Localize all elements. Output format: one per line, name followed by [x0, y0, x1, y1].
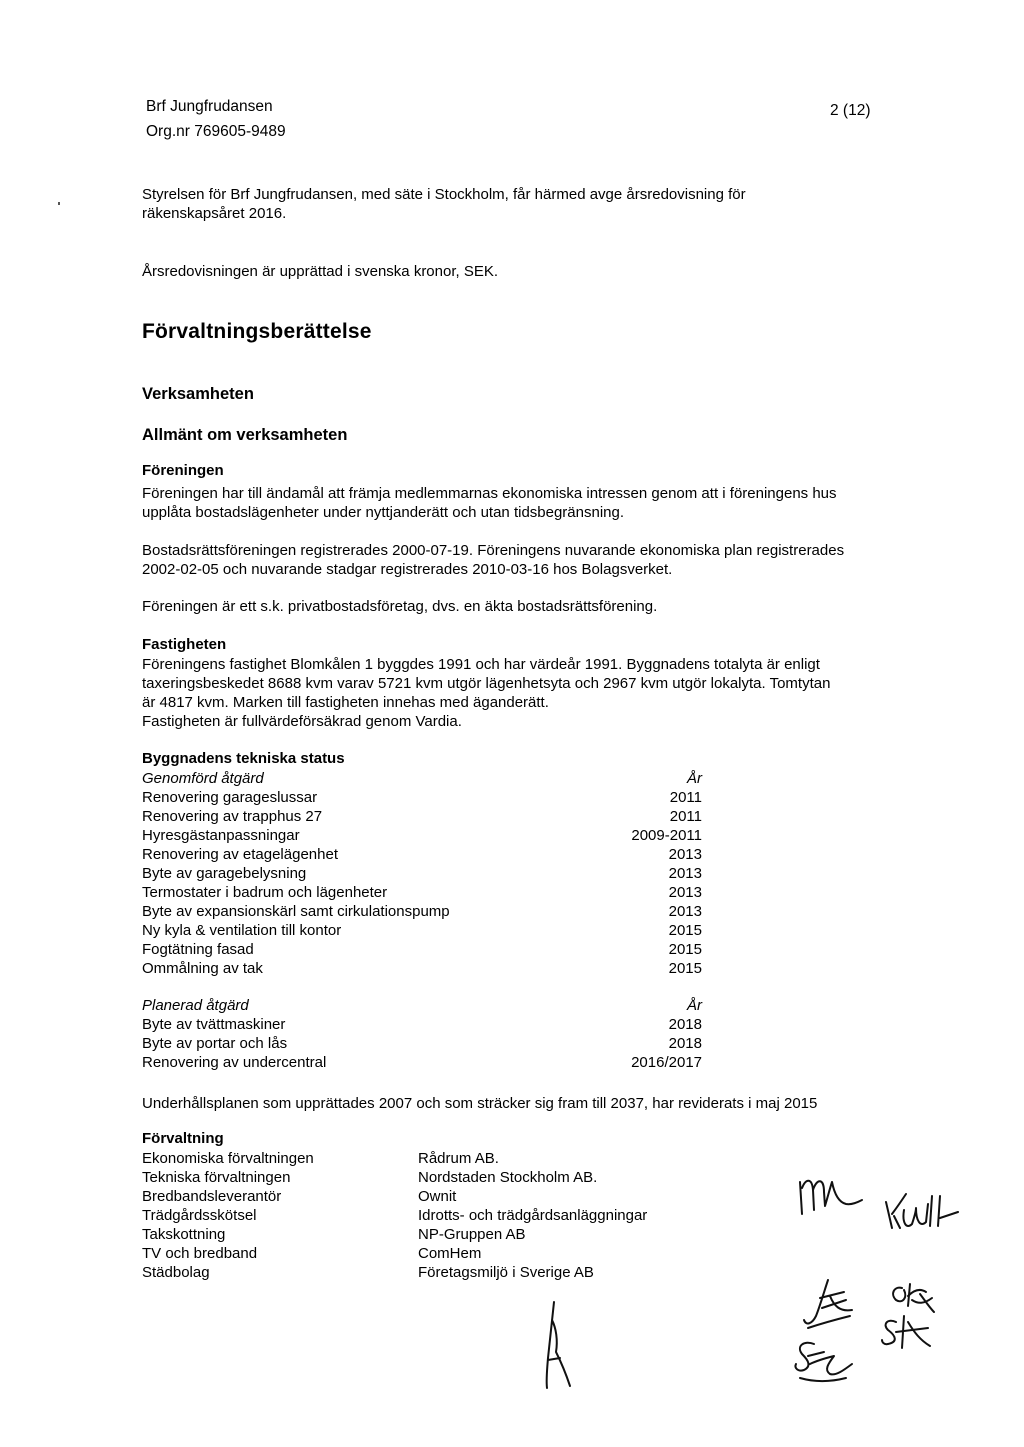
completed-label: Byte av expansionskärl samt cirkulationspump: [142, 903, 450, 920]
completed-year: 2011: [669, 789, 702, 806]
management-provider: NP-Gruppen AB: [418, 1226, 526, 1243]
completed-label: Fogtätning fasad: [142, 941, 254, 958]
completed-year: 2013: [668, 903, 702, 920]
completed-row: [142, 807, 702, 826]
property-line-1: Föreningens fastighet Blomkålen 1 byggdes 1991 och har värdeår 1991. Byggnadens totalyta är enligt: [142, 656, 820, 673]
completed-year: 2013: [668, 865, 702, 882]
association-p2-line-1: Bostadsrättsföreningen registrerades 2000-07-19. Föreningens nuvarande ekonomiska plan registrerades: [142, 542, 845, 559]
subsection-heading-general: Allmänt om verksamheten: [142, 426, 348, 444]
planned-header-row: [142, 996, 702, 1015]
association-p1-line-1: Föreningen har till ändamål att främja medlemmarnas ekonomiska intressen genom att i föreningens hus: [142, 485, 837, 502]
planned-year: 2016/2017: [631, 1054, 702, 1071]
association-p3: Föreningen är ett s.k. privatbostadsföretag, dvs. en äkta bostadsrättsförening.: [142, 598, 658, 615]
completed-year: 2013: [668, 884, 702, 901]
signature-initials-7: [790, 1336, 856, 1388]
association-p1-line-2: upplåta bostadslägenheter under nyttjanderätt och utan tidsbegränsning.: [142, 504, 625, 521]
currency-note: Årsredovisningen är upprättad i svenska kronor, SEK.: [142, 263, 499, 280]
planned-row: [142, 1034, 702, 1053]
maintenance-note: Underhållsplanen som upprättades 2007 och som sträcker sig fram till 2037, har reviderats i maj 2015: [142, 1095, 818, 1112]
completed-label: Ommålning av tak: [142, 960, 263, 977]
completed-label: Ny kyla & ventilation till kontor: [142, 922, 342, 939]
completed-row: [142, 883, 702, 902]
completed-year: 2015: [668, 922, 702, 939]
completed-row: [142, 788, 702, 807]
signature-initials-6: [878, 1312, 934, 1354]
scan-speck: [58, 202, 60, 205]
management-role: Trädgårdsskötsel: [142, 1207, 257, 1224]
management-provider: Ownit: [418, 1188, 457, 1205]
completed-header-label: Genomförd åtgärd: [142, 770, 264, 787]
management-role: Städbolag: [142, 1264, 210, 1281]
management-role: Tekniska förvaltningen: [142, 1169, 291, 1186]
management-provider: Idrotts- och trädgårdsanläggningar: [418, 1207, 648, 1224]
property-heading: Fastigheten: [142, 636, 227, 653]
management-role: TV och bredband: [142, 1245, 258, 1262]
completed-header-year: År: [687, 770, 702, 787]
completed-row: [142, 921, 702, 940]
management-role: Bredbandsleverantör: [142, 1188, 282, 1205]
page-title: Förvaltningsberättelse: [142, 320, 372, 343]
property-line-4: Fastigheten är fullvärdeförsäkrad genom Vardia.: [142, 713, 462, 730]
planned-label: Byte av tvättmaskiner: [142, 1016, 286, 1033]
signature-initials-4: [800, 1276, 860, 1334]
completed-row: [142, 940, 702, 959]
management-provider: Nordstaden Stockholm AB.: [418, 1169, 598, 1186]
completed-row: [142, 959, 702, 978]
management-provider: Företagsmiljö i Sverige AB: [418, 1264, 594, 1281]
completed-label: Renovering garageslussar: [142, 789, 318, 806]
completed-row: [142, 902, 702, 921]
planned-year: 2018: [668, 1016, 702, 1033]
planned-label: Renovering av undercentral: [142, 1054, 327, 1071]
completed-label: Renovering av trapphus 27: [142, 808, 323, 825]
completed-year: 2011: [669, 808, 702, 825]
planned-label: Byte av portar och lås: [142, 1035, 288, 1052]
management-heading: Förvaltning: [142, 1130, 224, 1147]
planned-header-label: Planerad åtgärd: [142, 997, 249, 1014]
planned-header-year: År: [687, 997, 702, 1014]
association-heading: Föreningen: [142, 462, 224, 479]
property-line-3: är 4817 kvm. Marken till fastigheten innehas med äganderätt.: [142, 694, 549, 711]
completed-year: 2013: [668, 846, 702, 863]
signature-initials-2: [880, 1188, 964, 1236]
completed-label: Byte av garagebelysning: [142, 865, 307, 882]
completed-year: 2015: [668, 941, 702, 958]
management-provider: ComHem: [418, 1245, 482, 1262]
planned-row: [142, 1053, 702, 1072]
management-provider: Rådrum AB.: [418, 1150, 499, 1167]
signature-initials-3: [538, 1300, 578, 1392]
org-number: Org.nr 769605-9489: [146, 123, 286, 140]
completed-year: 2009-2011: [631, 827, 702, 844]
technical-status-heading: Byggnadens tekniska status: [142, 750, 345, 767]
completed-label: Hyresgästanpassningar: [142, 827, 300, 844]
completed-row: [142, 864, 702, 883]
completed-label: Termostater i badrum och lägenheter: [142, 884, 388, 901]
completed-year: 2015: [668, 960, 702, 977]
section-heading-activity: Verksamheten: [142, 385, 254, 403]
completed-label: Renovering av etagelägenhet: [142, 846, 338, 863]
page-number: 2 (12): [830, 102, 871, 119]
org-name: Brf Jungfrudansen: [146, 98, 273, 115]
intro-line-2: räkenskapsåret 2016.: [142, 205, 287, 222]
completed-row: [142, 845, 702, 864]
property-line-2: taxeringsbeskedet 8688 kvm varav 5721 kvm utgör lägenhetsyta och 2967 kvm utgör lokalyta. Tomtytan: [142, 675, 831, 692]
signature-initials-5: [886, 1280, 938, 1316]
completed-row: [142, 826, 702, 845]
completed-header-row: [142, 769, 702, 788]
planned-year: 2018: [668, 1035, 702, 1052]
association-p2-line-2: 2002-02-05 och nuvarande stadgar registrerades 2010-03-16 hos Bolagsverket.: [142, 561, 673, 578]
management-role: Ekonomiska förvaltningen: [142, 1150, 314, 1167]
planned-row: [142, 1015, 702, 1034]
intro-line-1: Styrelsen för Brf Jungfrudansen, med säte i Stockholm, får härmed avge årsredovisning för: [142, 186, 746, 203]
signature-initials-1: [796, 1174, 866, 1218]
management-role: Takskottning: [142, 1226, 226, 1243]
